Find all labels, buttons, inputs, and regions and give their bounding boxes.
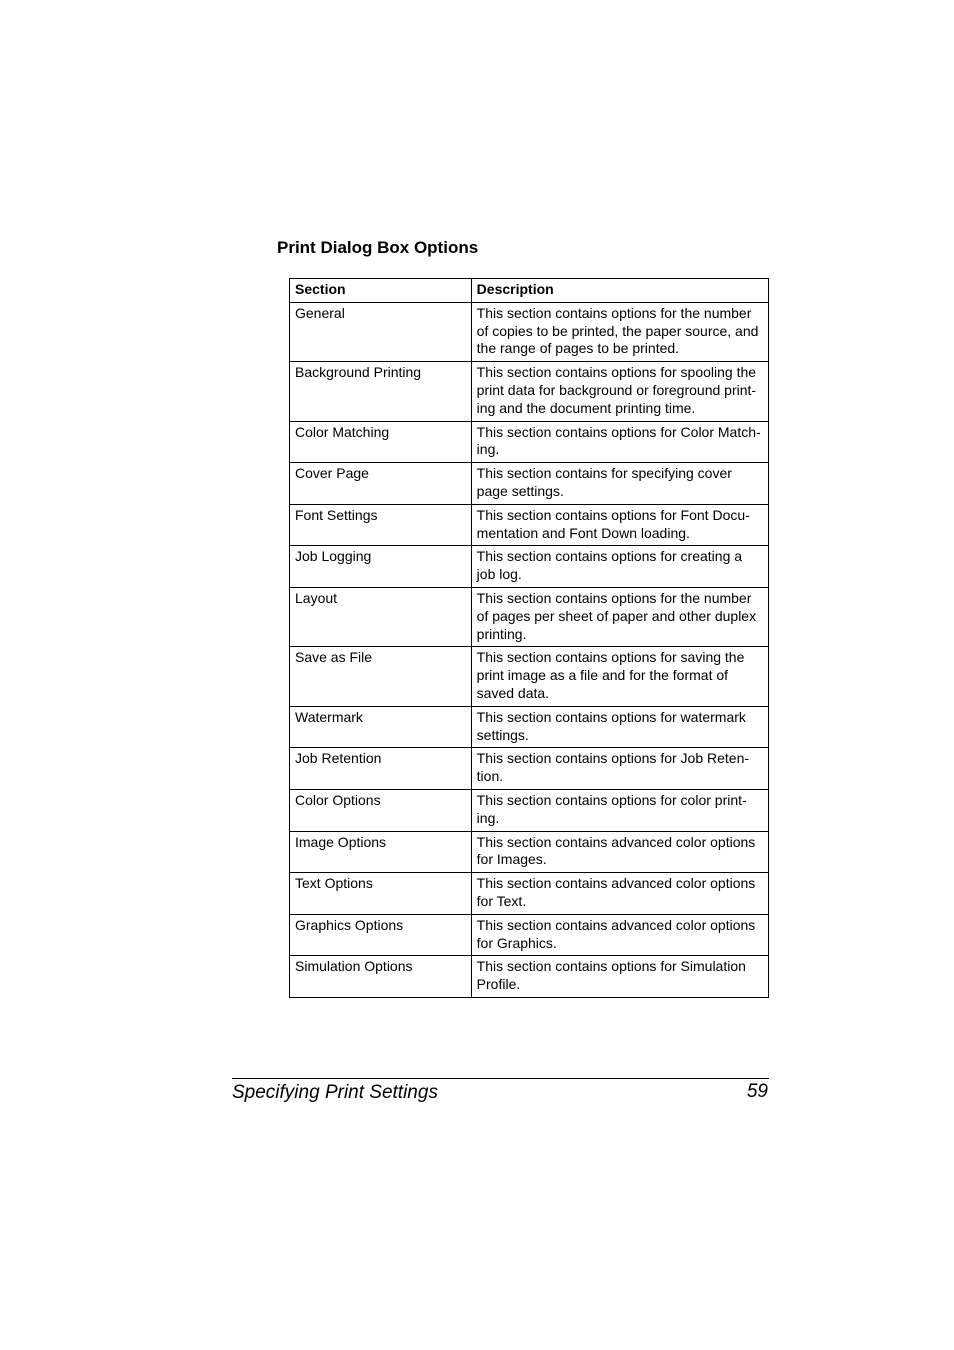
print-options-table xyxy=(289,278,769,998)
section-cell: Font Settings xyxy=(290,504,472,546)
description-cell: This section contains options for creating a job log. xyxy=(471,546,768,588)
column-header-section: Section xyxy=(290,279,472,303)
description-cell: This section contains options for the number of copies to be printed, the paper source, and the range of pages to be printed. xyxy=(471,302,768,361)
section-cell: Save as File xyxy=(290,647,472,706)
section-cell: Simulation Options xyxy=(290,956,472,998)
description-cell: This section contains options for color print- ing. xyxy=(471,789,768,831)
description-cell: This section contains options for Job Reten- tion. xyxy=(471,748,768,790)
section-cell: Job Retention xyxy=(290,748,472,790)
table-row xyxy=(290,914,769,956)
table-row xyxy=(290,463,769,505)
description-cell: This section contains advanced color options for Graphics. xyxy=(471,914,768,956)
section-cell: Job Logging xyxy=(290,546,472,588)
table-header-row xyxy=(290,279,769,303)
page-number: 59 xyxy=(746,1081,768,1102)
table-row xyxy=(290,706,769,748)
section-heading: Print Dialog Box Options xyxy=(277,238,479,257)
table-row xyxy=(290,302,769,361)
description-cell: This section contains for specifying cover page settings. xyxy=(471,463,768,505)
description-cell: This section contains advanced color options for Images. xyxy=(471,831,768,873)
description-cell: This section contains options for the number of pages per sheet of paper and other duplex printing. xyxy=(471,587,768,646)
table-row xyxy=(290,587,769,646)
table-row xyxy=(290,504,769,546)
description-cell: This section contains options for Font Docu- mentation and Font Down loading. xyxy=(471,504,768,546)
table-row xyxy=(290,362,769,421)
table-row xyxy=(290,546,769,588)
section-cell: Layout xyxy=(290,587,472,646)
section-cell: General xyxy=(290,302,472,361)
column-header-description: Description xyxy=(471,279,768,303)
table-row xyxy=(290,421,769,463)
section-cell: Text Options xyxy=(290,873,472,915)
footer-divider xyxy=(232,1078,769,1079)
description-cell: This section contains advanced color options for Text. xyxy=(471,873,768,915)
section-cell: Color Options xyxy=(290,789,472,831)
section-cell: Cover Page xyxy=(290,463,472,505)
table-row xyxy=(290,873,769,915)
footer-chapter-title: Specifying Print Settings xyxy=(232,1082,438,1103)
description-cell: This section contains options for watermark settings. xyxy=(471,706,768,748)
section-cell: Graphics Options xyxy=(290,914,472,956)
description-cell: This section contains options for Simulation Profile. xyxy=(471,956,768,998)
section-cell: Image Options xyxy=(290,831,472,873)
section-cell: Watermark xyxy=(290,706,472,748)
table-row xyxy=(290,831,769,873)
section-cell: Color Matching xyxy=(290,421,472,463)
description-cell: This section contains options for saving the print image as a file and for the format of saved data. xyxy=(471,647,768,706)
description-cell: This section contains options for spooling the print data for background or foreground print- ing and the document printing time. xyxy=(471,362,768,421)
section-cell: Background Printing xyxy=(290,362,472,421)
table-row xyxy=(290,748,769,790)
table-row xyxy=(290,647,769,706)
table-row xyxy=(290,956,769,998)
description-cell: This section contains options for Color Match- ing. xyxy=(471,421,768,463)
table-row xyxy=(290,789,769,831)
